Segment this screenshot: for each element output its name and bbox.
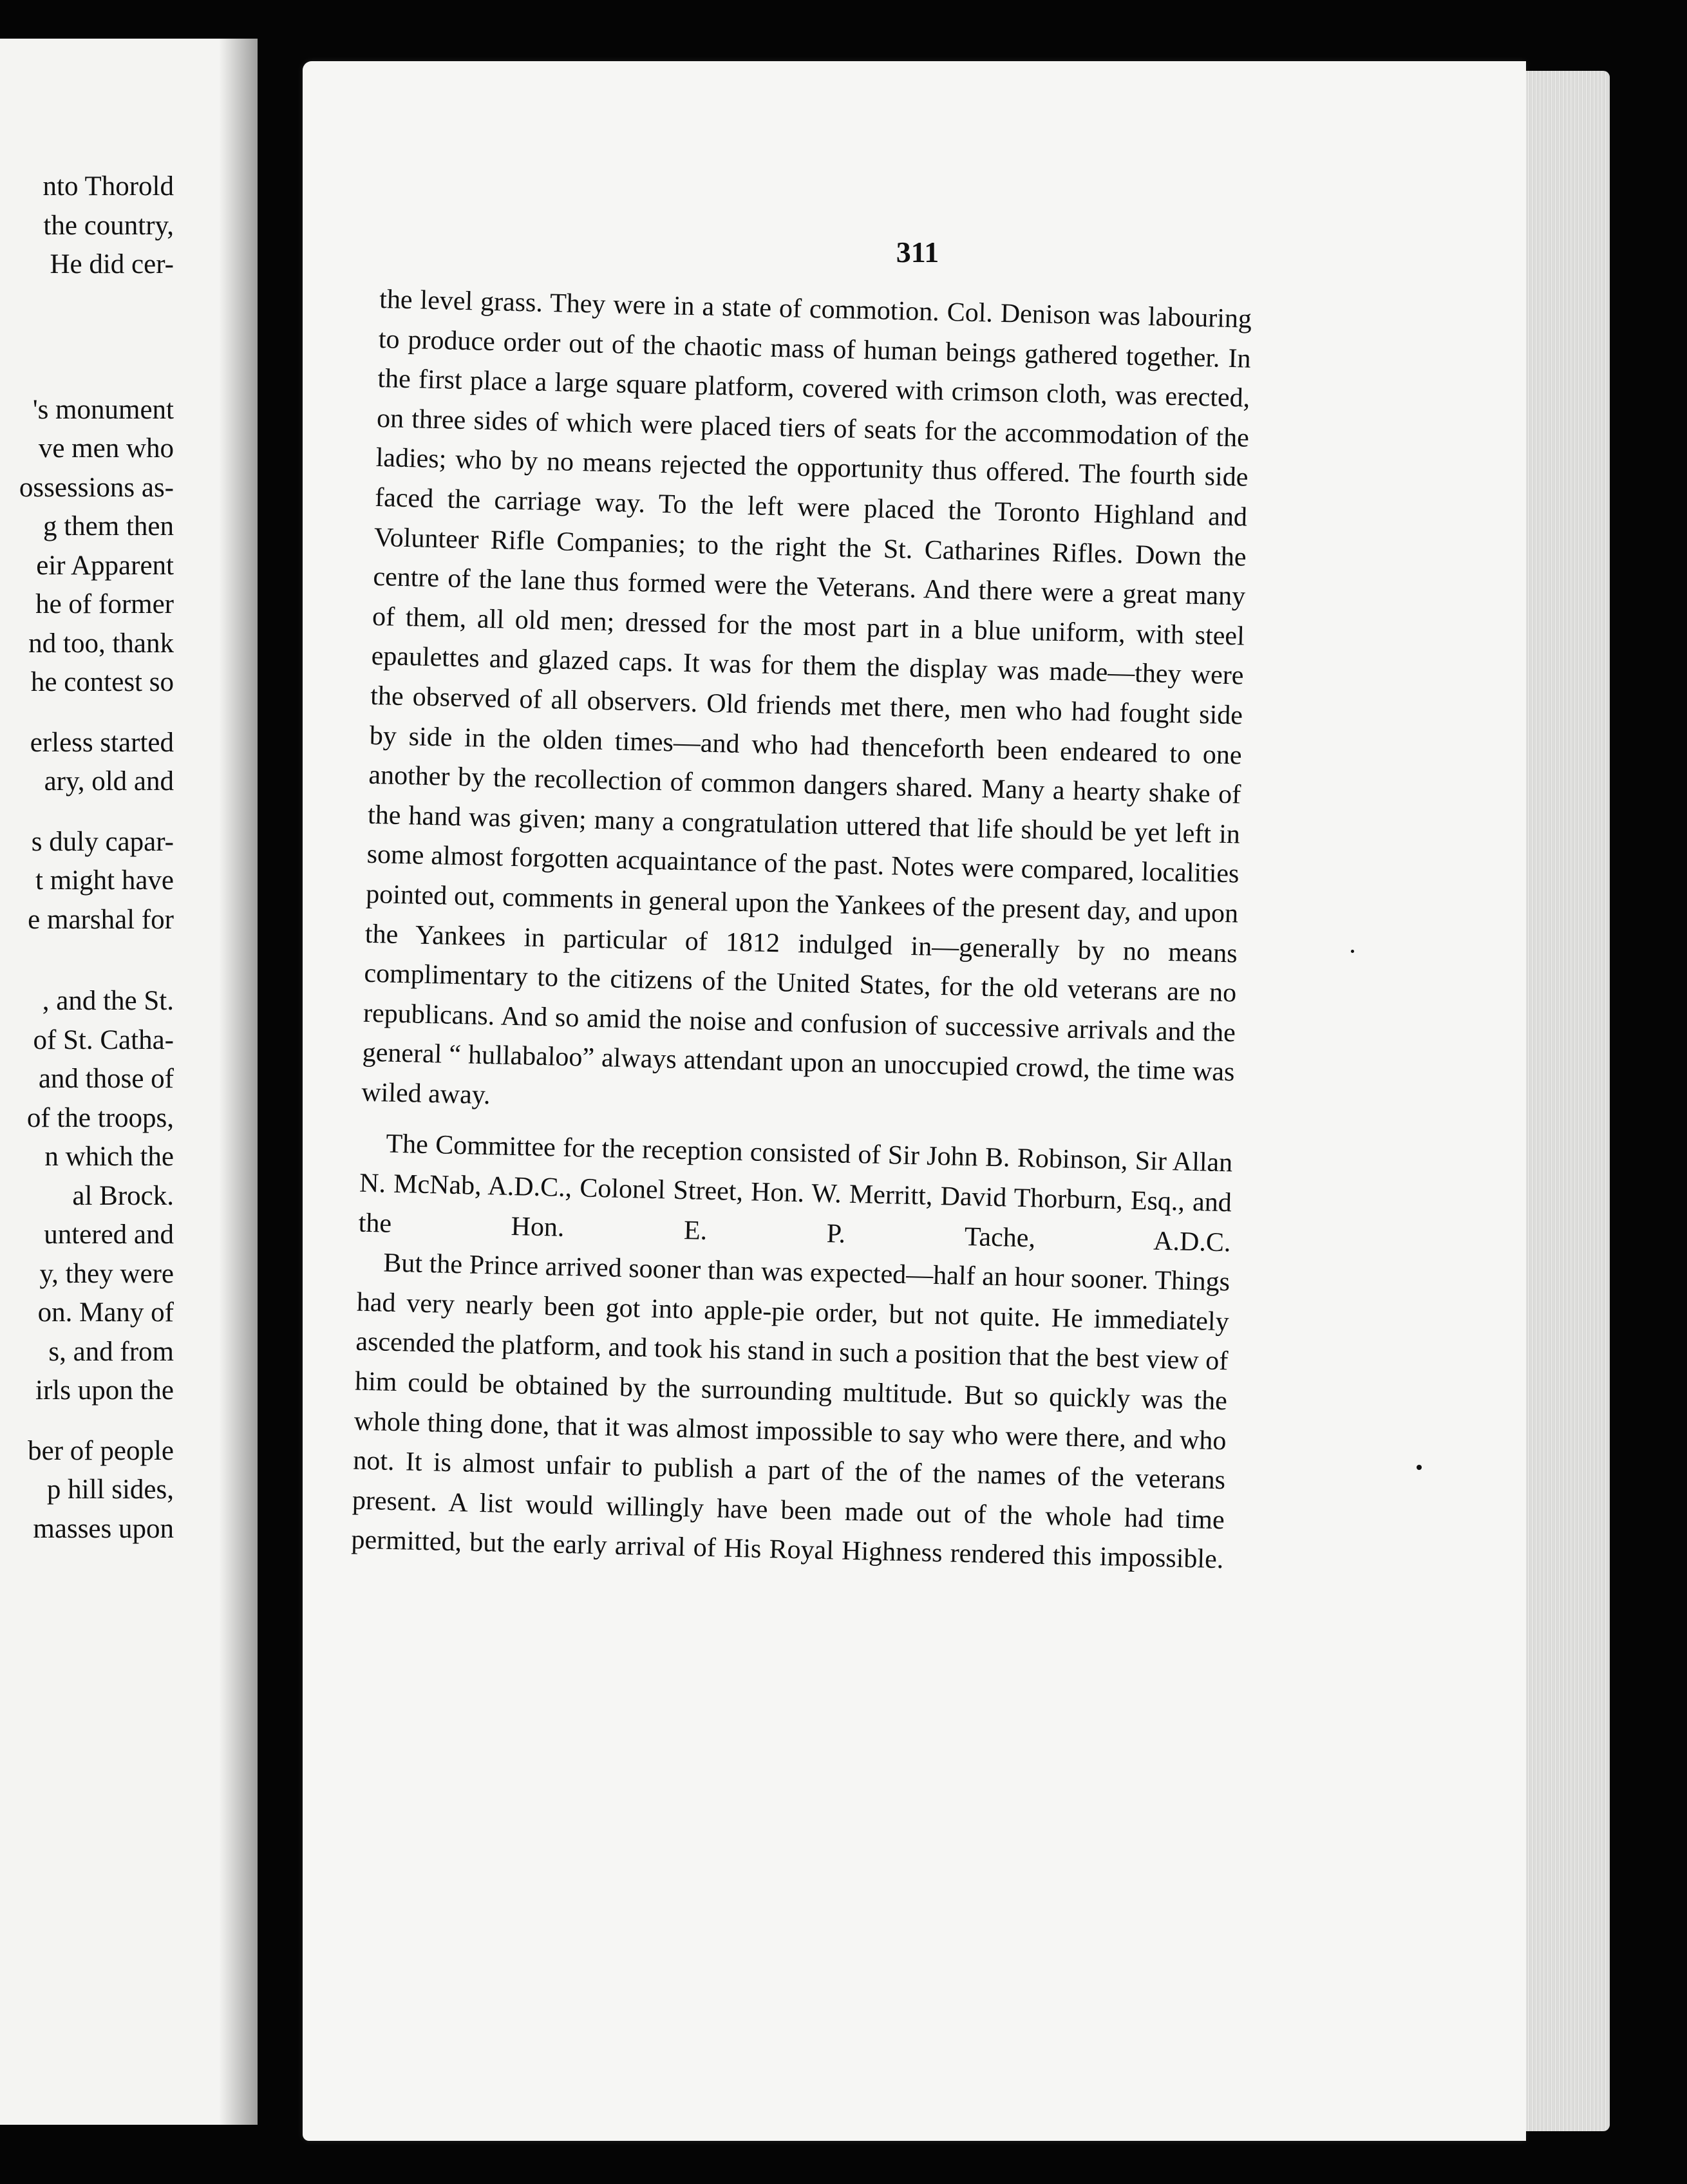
previous-page-line: ber of people	[28, 1435, 174, 1466]
previous-page-line: t might have	[35, 865, 174, 896]
ink-speck	[1417, 1465, 1422, 1470]
previous-page-gap	[0, 348, 174, 370]
previous-page-line: and those of	[38, 1064, 174, 1094]
previous-page-gap	[0, 702, 174, 724]
previous-page-line: of the troops,	[26, 1102, 174, 1133]
previous-page-line: p hill sides,	[46, 1474, 174, 1505]
previous-page-line: ve men who	[38, 433, 174, 464]
previous-page-line: e marshal for	[28, 904, 174, 935]
paragraph-3: But the Prince arrived sooner than was expected—half an hour sooner. Things had very nearly been got into apple-pie order, but not quite. He immediately ascended the platform, and took his stand in such a position that the best view of him could be obtained by the surrounding multitude. But so quickly was the whole thing done, that it was almost impossible to say who were there, and who not. It is almost unfair to publish a part of the of the names of the veterans present. A list would willingly have been made out of the whole had time permitted, but the early arrival of His Royal Highness rendered this impossible.	[351, 1248, 1230, 1575]
previous-page-line: masses upon	[33, 1513, 174, 1544]
ink-speck	[1351, 950, 1354, 953]
previous-page-gap	[0, 370, 174, 391]
paragraph-1: the level grass. They were in a state of commotion. Col. Denison was labouring to produce order out of the chaotic mass of human beings gathered together. In the first place a large square platform, covered with crimson cloth, was erected, on three sides of which were placed tiers of seats for the accommodation of the ladies; who by no means rejected the opportunity thus offered. The fourth side faced the carriage way. To the left were placed the Toronto Highland and Volunteer Rifle Companies; to the right the St. Catharines Rifles. Down the centre of the lane thus formed were the Veterans. And there were a great many of them, all old men; dressed for the most part in a blue uniform, with steel epaulettes and glazed caps. It was for them the display was made—they were the observed of all observers. Old friends met there, men who had fought side by side in the olden times—and who had thenceforth been endeared to one another by the recollection of common dangers shared. Many a hearty shake of the hand was given; many a congratulation uttered that life should be yet left in some almost forgotten acquaintance of the past. Notes were compared, localities pointed out, comments in general upon the Yankees of the present day, and upon the Yankees in particular of 1812 indulged in—generally by no means complimentary to the citizens of the United States, for the old veterans are no republicans. And so amid the noise and confusion of successive arrivals and the general “ hullabaloo” always attendant upon an unoccupied crowd, the time was wiled away.	[361, 284, 1252, 1111]
previous-page-line: al Brock.	[72, 1180, 174, 1211]
previous-page-line: n which the	[44, 1142, 174, 1172]
book-page	[303, 61, 1526, 2141]
previous-page-gap	[0, 939, 174, 961]
previous-page-line: s duly capar-	[31, 826, 174, 857]
previous-page-line: y, they were	[39, 1258, 174, 1289]
previous-page-line: irls upon the	[35, 1375, 174, 1406]
previous-page-line: g them then	[42, 511, 174, 541]
previous-page-line: s, and from	[48, 1336, 174, 1367]
previous-page-line: he of former	[35, 589, 174, 619]
gutter-shadow	[219, 39, 258, 2125]
previous-page-gap	[0, 285, 174, 306]
previous-page-line: erless started	[30, 727, 174, 758]
previous-page-line: He did cer-	[50, 249, 174, 279]
previous-page-line: untered and	[44, 1219, 174, 1250]
previous-page-line: nd too, thank	[28, 628, 174, 659]
previous-page-gap	[0, 306, 174, 327]
body-text	[351, 280, 1252, 1580]
previous-page-text-column	[0, 167, 174, 1549]
page-edges	[1526, 71, 1610, 2131]
previous-page-line: the country,	[43, 210, 174, 241]
previous-page-gap	[0, 327, 174, 348]
previous-page-line: eir Apparent	[36, 550, 174, 581]
previous-page-line: he contest so	[30, 667, 174, 697]
previous-page-line: ossessions as-	[19, 472, 174, 503]
previous-page-gap	[0, 961, 174, 982]
previous-page-gap	[0, 1411, 174, 1432]
previous-page-line: nto Thorold	[42, 171, 174, 202]
page-number: 311	[896, 236, 939, 268]
paragraph-2: The Committee for the reception consisted of Sir John B. Robinson, Sir Allan N. McNab, A.D.C., Colonel Street, Hon. W. Merritt, David Thorburn, Esq., and the Hon. E. P. Tache, A.D.C.	[358, 1129, 1233, 1258]
previous-page-line: of St. Catha-	[33, 1024, 174, 1055]
previous-page-line: on. Many of	[37, 1297, 174, 1328]
previous-page-fragment	[0, 39, 258, 2125]
previous-page-line: ary, old and	[44, 766, 174, 796]
previous-page-line: , and the St.	[42, 986, 174, 1016]
previous-page-gap	[0, 802, 174, 823]
previous-page-line: 's monument	[32, 394, 174, 425]
